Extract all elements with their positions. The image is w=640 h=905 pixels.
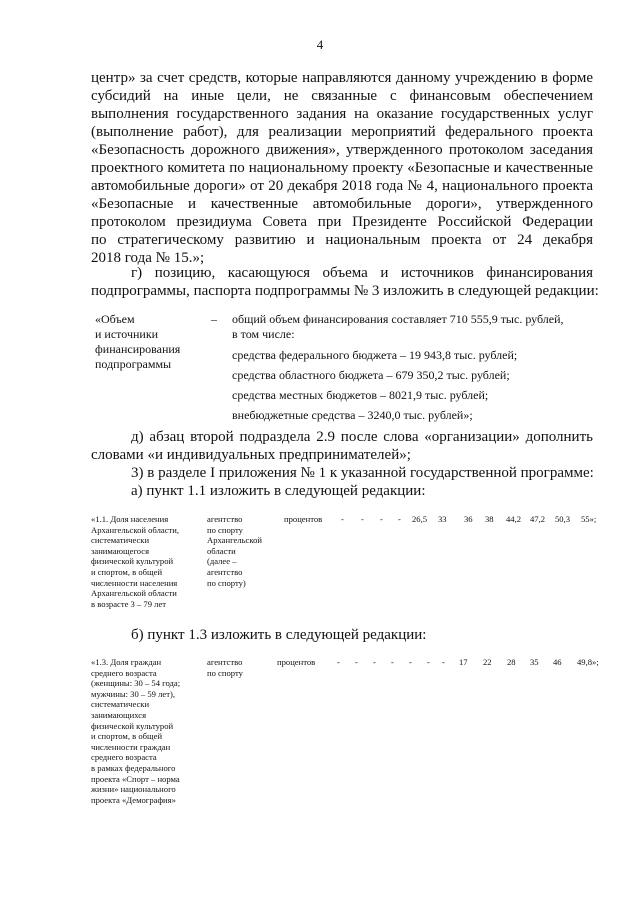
value-cell: 47,2 [530, 514, 546, 524]
value-cell: 33 [438, 514, 447, 524]
row-1-3-name [91, 657, 180, 805]
cell-line: (женщины: 30 – 54 года; [91, 678, 181, 689]
value-line: в том числе: [232, 327, 295, 341]
value-cell: 55»; [581, 514, 597, 524]
value-cell: 50,3 [555, 514, 571, 524]
text-line: а) пункт 1.1 изложить в следующей редакции: [131, 483, 426, 499]
row-1-3-agency [207, 657, 243, 678]
text-line: автомобильные дороги» от 20 декабря 2018 года № 4, национального проекта [91, 178, 593, 194]
text-line: «Безопасные и качественные автомобильные дороги», утвержденного [91, 196, 593, 212]
value-line: средства местных бюджетов – 8021,9 тыс. рублей; [232, 388, 489, 402]
financing-dash: – [211, 312, 217, 326]
label-line: подпрограммы [95, 357, 172, 371]
item-g-paragraph [91, 264, 599, 300]
cell-line: Архангельской области, [91, 524, 180, 535]
cell-line: Архангельской области [91, 588, 177, 599]
label-line: финансирования [95, 342, 181, 356]
cell-line: проекта «Демография» [91, 794, 176, 805]
value-cell: 49,8»; [577, 657, 599, 667]
text-line: г) позицию, касающуюся объема и источников финансирования [131, 265, 593, 281]
text-line: 2018 года № 15.»; [91, 250, 205, 266]
value-cell: 22 [483, 657, 492, 667]
cell-line: по спорту [207, 524, 243, 535]
cell-line: в возрасте 3 – 79 лет [91, 598, 167, 609]
value-cell: 46 [553, 657, 562, 667]
cell-line: по спорту [207, 667, 243, 678]
text-line: «Безопасность дорожного движения», утвержденного протоколом заседания [91, 142, 593, 158]
value-cell: 35 [530, 657, 539, 667]
value-cell: - [442, 657, 445, 667]
cell-line: и спортом, в общей [91, 731, 163, 742]
row-1-3-unit: процентов [277, 657, 316, 667]
cell-line: проекта «Спорт – норма [91, 773, 180, 784]
cell-line: по спорту) [207, 577, 246, 588]
text-line: б) пункт 1.3 изложить в следующей редакции: [131, 627, 427, 643]
value-cell: - [409, 657, 412, 667]
item-b-paragraph [131, 626, 601, 644]
label-line: и источники [95, 327, 159, 341]
cell-line: систематически [91, 535, 150, 546]
cell-line: агентство [207, 566, 243, 577]
value-cell: 28 [507, 657, 516, 667]
text-line: 3) в разделе I приложения № 1 к указанной государственной программе: [131, 465, 594, 481]
value-cell: - [391, 657, 394, 667]
cell-line: и спортом, в общей [91, 566, 163, 577]
row-1-1-name [91, 514, 179, 609]
financing-values [232, 312, 564, 423]
cell-line: в рамках федерального [91, 762, 176, 773]
text-line: д) абзац второй подраздела 2.9 после слова «организации» дополнить [131, 429, 593, 445]
value-cell: - [380, 514, 383, 524]
value-cell: 44,2 [506, 514, 522, 524]
text-line: подпрограммы, паспорта подпрограммы № 3 изложить в следующей редакции: [91, 283, 599, 299]
item-3-paragraph [131, 464, 601, 500]
cell-line: агентство [207, 514, 243, 524]
intro-paragraph [91, 69, 593, 267]
cell-line: мужчины: 30 – 59 лет), [91, 688, 175, 699]
cell-line: «1.1. Доля населения [91, 514, 169, 524]
cell-line: «1.3. Доля граждан [91, 657, 162, 667]
row-1-1-agency [207, 514, 262, 588]
page-number: 4 [316, 37, 324, 52]
text-line: по стратегическому развитию и национальным проекта от 24 декабря [91, 232, 593, 248]
value-cell: - [337, 657, 340, 667]
value-cell: - [355, 657, 358, 667]
text-line: выполнения государственного задания на оказание государственных услуг [91, 106, 593, 122]
cell-line: численности граждан [91, 741, 171, 752]
cell-line: систематически [91, 699, 150, 710]
value-cell: - [341, 514, 344, 524]
cell-line: Архангельской [207, 535, 262, 546]
text-line: протоколом президиума Совета при Президенте Российской Федерации [91, 214, 593, 230]
text-line: словами «и индивидуальных предпринимателей»; [91, 447, 411, 463]
value-cell: - [427, 657, 430, 667]
cell-line: среднего возраста [91, 667, 157, 678]
item-d-paragraph [91, 428, 593, 464]
cell-line: физической культурой [91, 720, 174, 731]
value-cell: 26,5 [412, 514, 428, 524]
row-1-1-unit: процентов [284, 514, 323, 524]
value-cell: - [373, 657, 376, 667]
cell-line: (далее – [207, 556, 237, 567]
value-cell: - [398, 514, 401, 524]
value-line: средства федерального бюджета – 19 943,8 тыс. рублей; [232, 348, 518, 362]
cell-line: численности населения [91, 577, 178, 588]
cell-line: жизни» национального [91, 784, 176, 795]
text-line: субсидий на иные цели, не связанные с финансовым обеспечением [91, 88, 593, 104]
cell-line: физической культурой [91, 556, 174, 567]
value-cell: 17 [459, 657, 468, 667]
cell-line: агентство [207, 657, 243, 667]
label-line: «Объем [95, 312, 135, 326]
text-line: центр» за счет средств, которые направляются данному учреждению в форме [91, 70, 593, 86]
text-line: (выполнение работ), для реализации мероприятий федерального проекта [91, 124, 593, 140]
cell-line: среднего возраста [91, 752, 157, 763]
value-line: общий объем финансирования составляет 710 555,9 тыс. рублей, [232, 312, 564, 326]
cell-line: области [207, 545, 236, 556]
cell-line: занимающегося [91, 545, 150, 556]
text-line: проектного комитета по национальному проекту «Безопасные и качественные [91, 160, 593, 176]
value-cell: 36 [464, 514, 473, 524]
value-cell: - [361, 514, 364, 524]
value-cell: 38 [485, 514, 494, 524]
cell-line: занимающихся [91, 709, 147, 720]
value-line: внебюджетные средства – 3240,0 тыс. рублей»; [232, 408, 473, 422]
value-line: средства областного бюджета – 679 350,2 тыс. рублей; [232, 368, 510, 382]
financing-label [95, 312, 180, 372]
